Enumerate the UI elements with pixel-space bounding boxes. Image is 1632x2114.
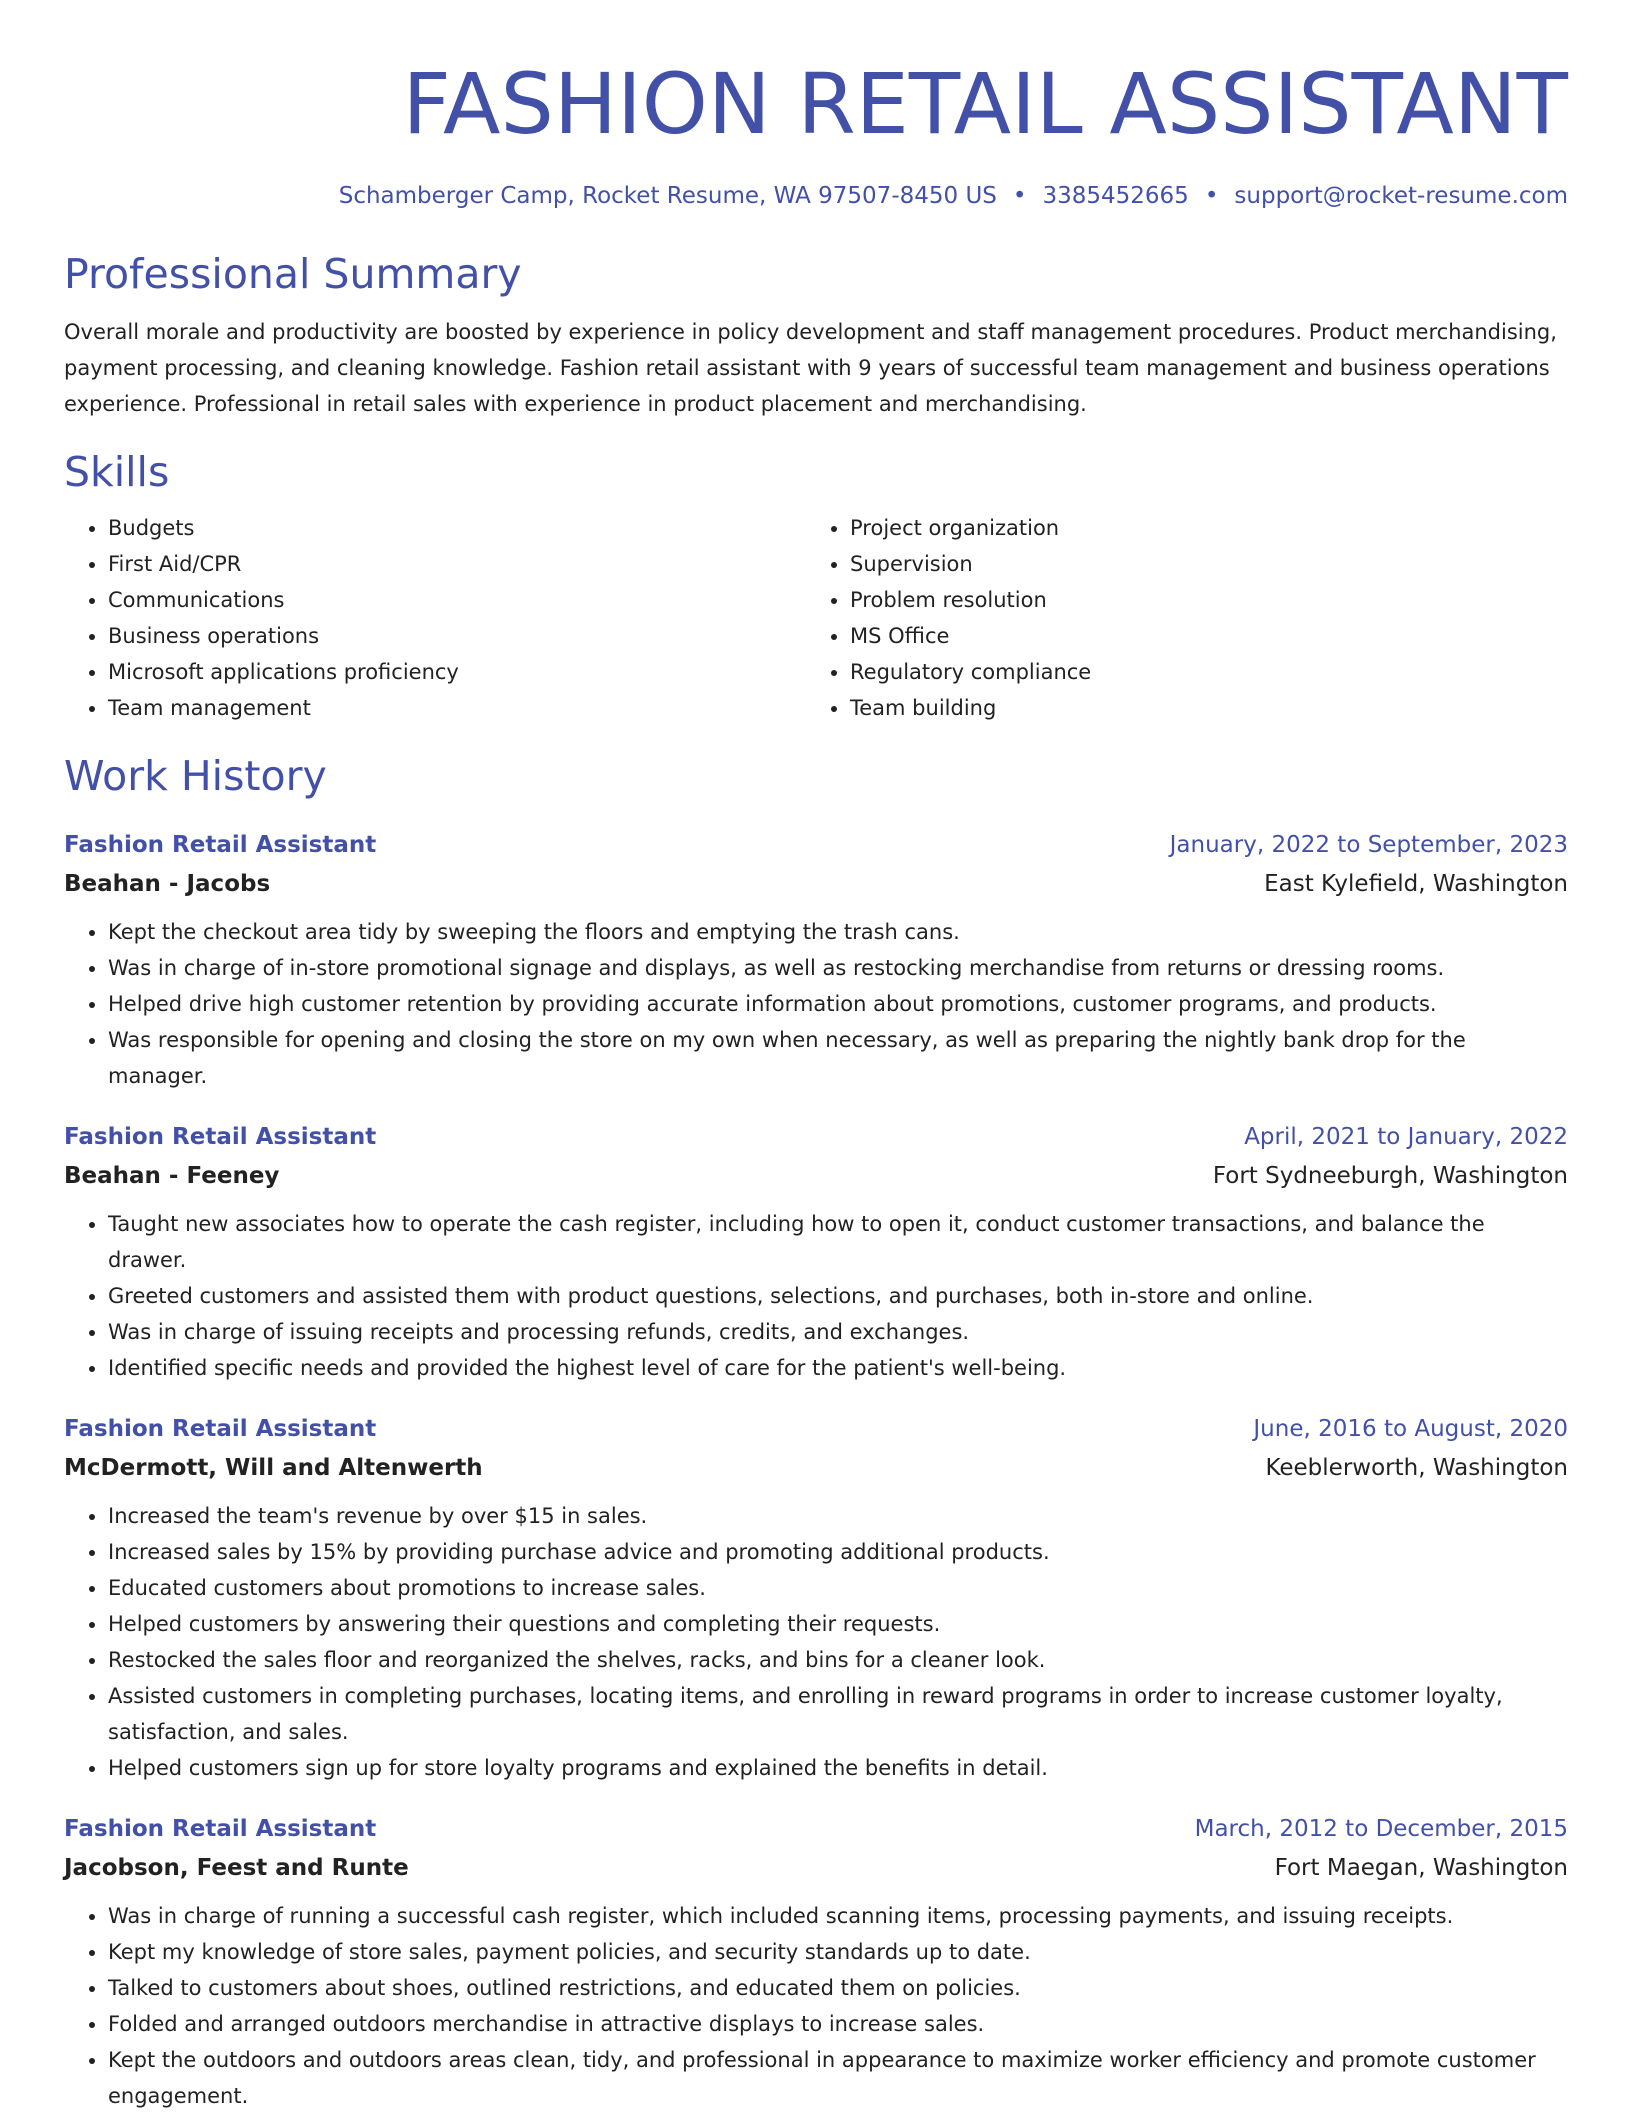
job-dates: March, 2012 to December, 2015	[1194, 1816, 1568, 1842]
skill-item: • Team building	[850, 690, 1548, 726]
job-company-row	[64, 864, 1568, 904]
summary-text: Overall morale and productivity are boosted by experience in policy development and staff management procedures. Product merchandising, payment processing, and cleaning knowledge. Fashion retail assistant with 9 years of successful team management and business operations experience. Professional in retail sales with experience in product placement and merchandising.	[64, 320, 1557, 416]
job-company: Beahan - Feeney	[64, 1163, 280, 1189]
job-bullet: • Was in charge of issuing receipts and processing refunds, credits, and exchanges.	[108, 1314, 1568, 1350]
job-bullet: • Folded and arranged outdoors merchandise in attractive displays to increase sales.	[108, 2006, 1568, 2042]
skill-item: • Communications	[108, 582, 806, 618]
job-bullet: • Helped customers sign up for store loyalty programs and explained the benefits in detail.	[108, 1750, 1568, 1786]
job-bullet: • Was responsible for opening and closing the store on my own when necessary, as well as preparing the nightly bank drop for the manager.	[108, 1022, 1568, 1094]
job-bullet: • Helped drive high customer retention by providing accurate information about promotions, customer programs, and products.	[108, 986, 1568, 1022]
skill-item: • Business operations	[108, 618, 806, 654]
skill-item: • Project organization	[850, 510, 1548, 546]
job-title: Fashion Retail Assistant	[64, 1416, 377, 1442]
contact-line	[64, 180, 1568, 212]
contact-phone: 3385452665	[1042, 183, 1189, 209]
job-bullet: • Increased sales by 15% by providing purchase advice and promoting additional products.	[108, 1534, 1568, 1570]
job-bullet: • Kept the checkout area tidy by sweeping the floors and emptying the trash cans.	[108, 914, 1568, 950]
job-bullets	[64, 914, 1568, 1094]
job-bullet: • Taught new associates how to operate the cash register, including how to open it, conduct customer transactions, and balance the drawer.	[108, 1206, 1568, 1278]
contact-address: Schamberger Camp, Rocket Resume, WA 97507-8450 US	[338, 183, 997, 209]
job-header-row	[64, 826, 1568, 864]
skill-item: • Supervision	[850, 546, 1548, 582]
job-company-row	[64, 1156, 1568, 1196]
job-header-row	[64, 1810, 1568, 1848]
job-bullet: • Was in charge of in-store promotional signage and displays, as well as restocking merchandise from returns or dressing rooms.	[108, 950, 1568, 986]
job-header-row	[64, 1118, 1568, 1156]
job-location: Fort Sydneeburgh, Washington	[1212, 1163, 1568, 1189]
job-bullet: • Talked to customers about shoes, outlined restrictions, and educated them on policies.	[108, 1970, 1568, 2006]
job-entry	[64, 826, 1568, 1094]
job-title: Fashion Retail Assistant	[64, 1124, 377, 1150]
resume-page	[64, 0, 1568, 2114]
job-bullet: • Assisted customers in completing purchases, locating items, and enrolling in reward programs in order to increase customer loyalty, satisfaction, and sales.	[108, 1678, 1568, 1750]
job-location: Keeblerworth, Washington	[1265, 1455, 1568, 1481]
job-bullet: • Was in charge of running a successful cash register, which included scanning items, processing payments, and issuing receipts.	[108, 1898, 1568, 1934]
job-title: Fashion Retail Assistant	[64, 832, 377, 858]
work-history-heading: Work History	[64, 752, 327, 800]
job-company-row	[64, 1848, 1568, 1888]
job-company-row	[64, 1448, 1568, 1488]
skills-heading: Skills	[64, 448, 170, 496]
job-bullets	[64, 1898, 1568, 2114]
job-entry	[64, 1810, 1568, 2114]
job-bullet: • Kept the outdoors and outdoors areas clean, tidy, and professional in appearance to maximize worker efficiency and promote customer engagement.	[108, 2042, 1568, 2114]
job-location: East Kylefield, Washington	[1264, 871, 1568, 897]
skill-item: • Microsoft applications proficiency	[108, 654, 806, 690]
resume-name: FASHION RETAIL ASSISTANT	[402, 55, 1568, 153]
skill-item: • First Aid/CPR	[108, 546, 806, 582]
skills-list	[64, 510, 1568, 726]
job-bullet: • Identified specific needs and provided the highest level of care for the patient's well-being.	[108, 1350, 1568, 1386]
job-dates: January, 2022 to September, 2023	[1169, 832, 1568, 858]
job-bullets	[64, 1206, 1568, 1386]
contact-separator: •	[1012, 183, 1027, 209]
job-bullets	[64, 1498, 1568, 1786]
job-entry	[64, 1118, 1568, 1386]
job-location: Fort Maegan, Washington	[1274, 1855, 1568, 1881]
job-title: Fashion Retail Assistant	[64, 1816, 377, 1842]
skill-item: • Budgets	[108, 510, 806, 546]
job-bullet: • Helped customers by answering their questions and completing their requests.	[108, 1606, 1568, 1642]
job-header-row	[64, 1410, 1568, 1448]
skill-item: • MS Office	[850, 618, 1548, 654]
summary-heading: Professional Summary	[64, 250, 522, 298]
skill-item: • Problem resolution	[850, 582, 1548, 618]
contact-separator: •	[1204, 183, 1219, 209]
job-company: Beahan - Jacobs	[64, 871, 271, 897]
contact-email: support@rocket-resume.com	[1234, 183, 1568, 209]
skill-item: • Team management	[108, 690, 806, 726]
job-bullet: • Kept my knowledge of store sales, payment policies, and security standards up to date.	[108, 1934, 1568, 1970]
skill-item: • Regulatory compliance	[850, 654, 1548, 690]
job-bullet: • Greeted customers and assisted them with product questions, selections, and purchases, both in-store and online.	[108, 1278, 1568, 1314]
skills-column-right	[806, 510, 1548, 726]
job-dates: June, 2016 to August, 2020	[1253, 1416, 1568, 1442]
job-bullet: • Restocked the sales floor and reorganized the shelves, racks, and bins for a cleaner look.	[108, 1642, 1568, 1678]
job-bullet: • Increased the team's revenue by over $15 in sales.	[108, 1498, 1568, 1534]
job-dates: April, 2021 to January, 2022	[1244, 1124, 1568, 1150]
skills-column-left	[64, 510, 806, 726]
job-company: Jacobson, Feest and Runte	[64, 1855, 409, 1881]
job-company: McDermott, Will and Altenwerth	[64, 1455, 483, 1481]
job-entry	[64, 1410, 1568, 1786]
job-bullet: • Educated customers about promotions to increase sales.	[108, 1570, 1568, 1606]
